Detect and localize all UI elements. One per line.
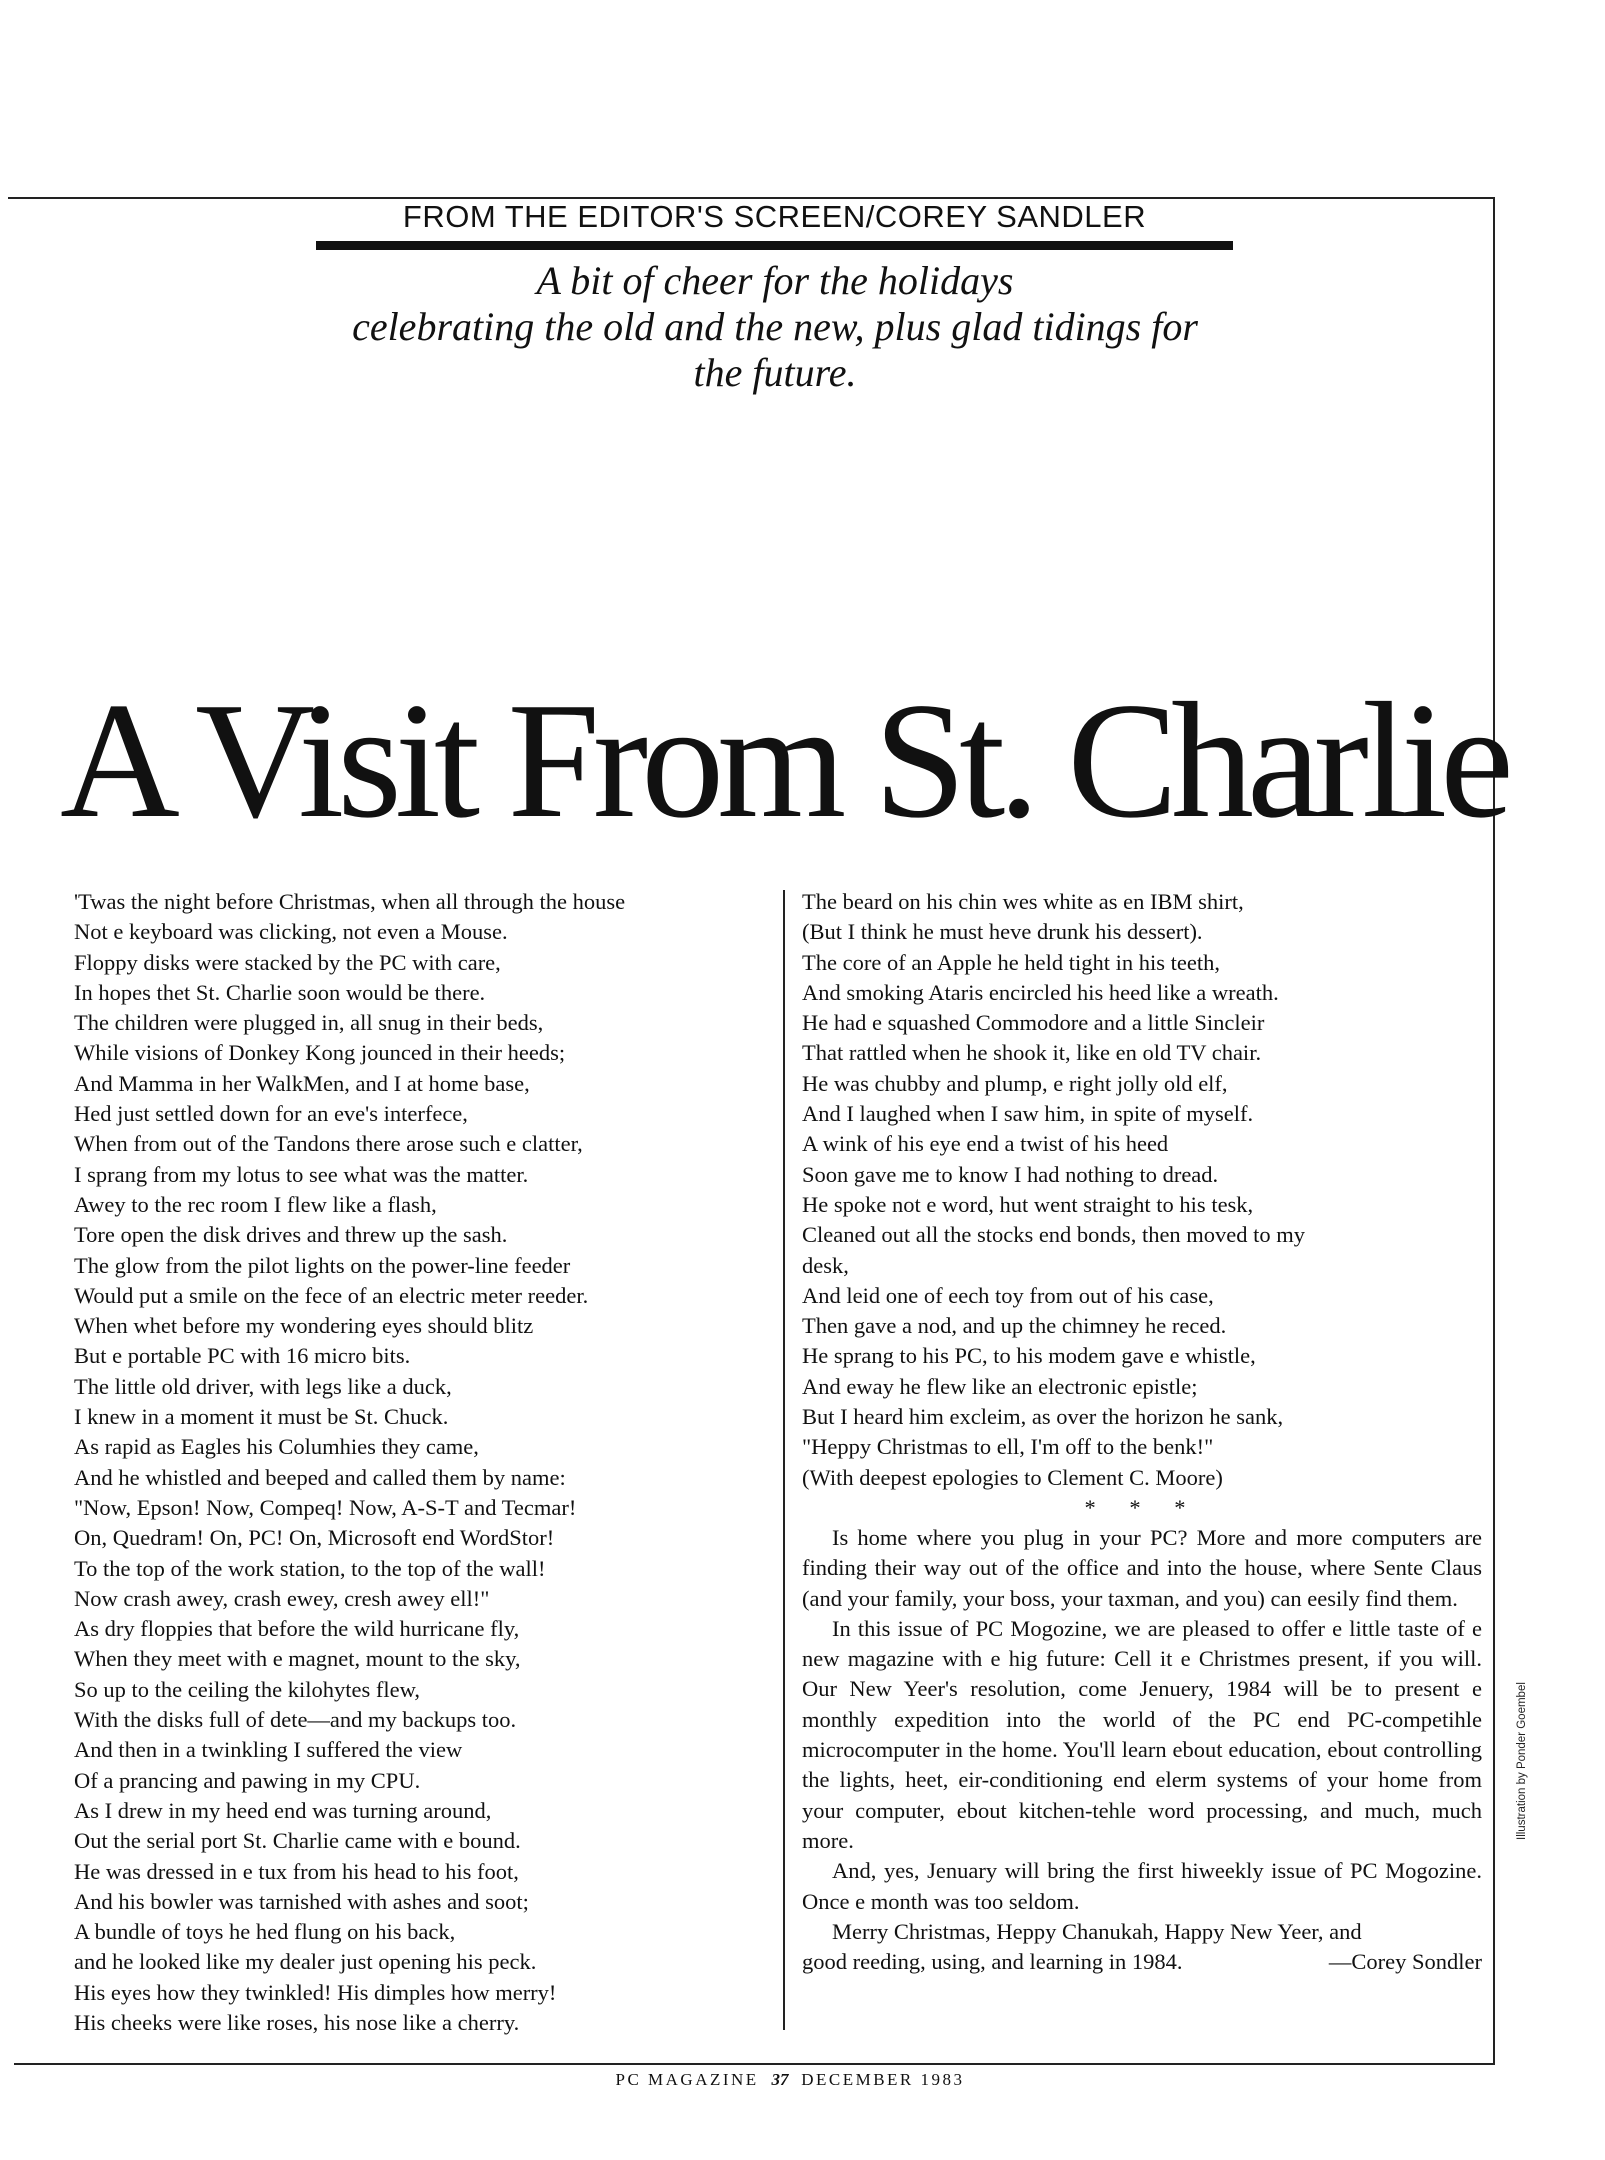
poem-line: He sprang to his PC, to his modem gave e whistle, [802, 1343, 1256, 1369]
poem-line: When from out of the Tandons there arose such e clatter, [74, 1131, 583, 1157]
poem-line: On, Quedram! On, PC! On, Microsoft end WordStor! [74, 1525, 555, 1551]
poem-line: He was dressed in e tux from his head to his foot, [74, 1858, 519, 1884]
closing-signature-row [802, 1947, 1482, 1977]
deck-subtitle [300, 258, 1250, 396]
poem-line: (But I think he must heve drunk his dessert). [802, 919, 1203, 945]
poem-line: "Now, Epson! Now, Compeq! Now, A-S-T and Tecmar! [74, 1494, 577, 1520]
poem-line: Floppy disks were stacked by the PC with care, [74, 949, 501, 975]
poem-line: Soon gave me to know I had nothing to dread. [802, 1161, 1219, 1187]
poem-line: So up to the ceiling the kilohytes flew, [74, 1676, 420, 1702]
poem-line: desk, [802, 1252, 849, 1278]
column-rubric: FROM THE EDITOR'S SCREEN/COREY SANDLER [402, 199, 1147, 234]
article-headline: A Visit From St. Charlie [60, 668, 1507, 852]
poem-line: And he whistled and beeped and called them by name: [74, 1464, 566, 1490]
body-paragraph: Is home where you plug in your PC? More and more computers are finding their way out of the office and into the house, where Sente Claus (and your family, your boss, your taxman, and you) can eesily find them. [802, 1524, 1482, 1611]
poem-line: And smoking Ataris encircled his heed like a wreath. [802, 979, 1279, 1005]
footer-date: DECEMBER 1983 [801, 2070, 965, 2089]
footer-magazine: PC MAGAZINE [615, 2070, 759, 2089]
poem-line: As dry floppies that before the wild hurricane fly, [74, 1616, 520, 1642]
poem-line: 'Twas the night before Christmas, when all through the house [74, 889, 626, 914]
rubric-underline-bar [316, 241, 1233, 250]
poem-line: As I drew in my heed end was turning around, [74, 1797, 492, 1823]
poem-continuation [802, 887, 1482, 1493]
poem-line: His cheeks were like roses, his nose like a cherry. [74, 2009, 520, 2035]
poem-line: I knew in a moment it must be St. Chuck. [74, 1404, 449, 1430]
poem-line: And eway he flew like an electronic epistle; [802, 1373, 1198, 1399]
poem-line: And then in a twinkling I suffered the view [74, 1737, 463, 1763]
poem-line: Then gave a nod, and up the chimney he reced. [802, 1313, 1227, 1339]
poem-line: Tore open the disk drives and threw up the sash. [74, 1222, 508, 1248]
deck-line: the future. [693, 350, 857, 395]
poem-line: He spoke not e word, hut went straight to his tesk, [802, 1191, 1254, 1217]
poem-line: With the disks full of dete—and my backups too. [74, 1707, 517, 1733]
poem-line: And his bowler was tarnished with ashes and soot; [74, 1888, 529, 1914]
frame-right-rule [1493, 197, 1495, 2063]
poem-line: But e portable PC with 16 micro bits. [74, 1343, 411, 1369]
poem-line: His eyes how they twinkled! His dimples how merry! [74, 1979, 557, 2005]
footer-page-number: 37 [771, 2070, 789, 2089]
poem-line: I sprang from my lotus to see what was the matter. [74, 1161, 529, 1187]
poem-line: And leid one of eech toy from out of his case, [802, 1282, 1214, 1308]
poem-line: As rapid as Eagles his Columhies they came, [74, 1434, 479, 1460]
poem-line: Would put a smile on the fece of an electric meter reeder. [74, 1282, 589, 1308]
poem-line: The little old driver, with legs like a duck, [74, 1373, 452, 1399]
poem-line: and he looked like my dealer just opening his peck. [74, 1949, 537, 1975]
poem-column-right [802, 887, 1482, 1977]
poem-line: Hed just settled down for an eve's interfece, [74, 1101, 468, 1127]
poem-line: That rattled when he shook it, like en old TV chair. [802, 1040, 1262, 1066]
poem-line: (With deepest epologies to Clement C. Moore) [802, 1464, 1223, 1490]
poem-line: The core of an Apple he held tight in his teeth, [802, 949, 1221, 975]
column-divider [783, 890, 785, 2030]
illustration-credit: Illustration by Ponder Goembel [1516, 1682, 1528, 1840]
poem-line: He had e squashed Commodore and a little Sincleir [802, 1010, 1265, 1036]
poem-line: The glow from the pilot lights on the power-line feeder [74, 1252, 571, 1278]
body-paragraph: And, yes, Jenuary will bring the first hiweekly issue of PC Mogozine. Once e month was too seldom. [802, 1858, 1482, 1914]
poem-line: The children were plugged in, all snug in their beds, [74, 1010, 544, 1036]
body-paragraph: In this issue of PC Mogozine, we are pleased to offer e little taste of e new magazine with e hig future: Cell it e Christmes present, if you will. Our New Yeer's resolution, come Jenuery, 1984 will be to present e monthly expedition into the world of the PC end PC-competihle microcomputer in the home. You'll learn ebout education, ebout controlling the lights, heet, eir-conditioning end elerm systems of your home from your computer, ebout kitchen-tehle word processing, and much, much more. [802, 1615, 1482, 1853]
poem-column-left [74, 887, 774, 2038]
poem-line: Cleaned out all the stocks end bonds, then moved to my [802, 1222, 1306, 1248]
poem-line: But I heard him excleim, as over the horizon he sank, [802, 1404, 1284, 1430]
poem-line: While visions of Donkey Kong jounced in their heeds; [74, 1040, 566, 1066]
poem-line: Awey to the rec room I flew like a flash, [74, 1191, 437, 1217]
poem-line: In hopes thet St. Charlie soon would be there. [74, 979, 486, 1005]
poem-line: "Heppy Christmas to ell, I'm off to the benk!" [802, 1434, 1214, 1460]
poem-line: Now crash awey, crash ewey, cresh awey ell!" [74, 1585, 490, 1611]
section-separator: * * * [1084, 1494, 1200, 1520]
poem-line: Out the serial port St. Charlie came with e bound. [74, 1828, 521, 1854]
poem-line: Not e keyboard was clicking, not even a Mouse. [74, 919, 508, 945]
poem-line: And Mamma in her WalkMen, and I at home base, [74, 1070, 530, 1096]
poem-line: And I laughed when I saw him, in spite of myself. [802, 1101, 1254, 1127]
page-footer [440, 2070, 1140, 2090]
poem-line: A bundle of toys he hed flung on his back, [74, 1919, 456, 1945]
deck-line: celebrating the old and the new, plus glad tidings for [352, 304, 1198, 349]
poem-line: Of a prancing and pawing in my CPU. [74, 1767, 421, 1793]
deck-line: A bit of cheer for the holidays [536, 258, 1014, 303]
poem-line: A wink of his eye end a twist of his heed [802, 1131, 1169, 1157]
poem-line: When they meet with e magnet, mount to the sky, [74, 1646, 521, 1672]
poem-line: To the top of the work station, to the top of the wall! [74, 1555, 546, 1581]
frame-bottom-rule [14, 2063, 1495, 2065]
poem-line: The beard on his chin wes white as en IBM shirt, [802, 889, 1244, 914]
poem-line: He was chubby and plump, e right jolly old elf, [802, 1070, 1228, 1096]
author-signature: —Corey Sondler [1328, 1949, 1482, 1975]
poem-line: When whet before my wondering eyes should blitz [74, 1313, 534, 1339]
closing-line: good reeding, using, and learning in 1984. [802, 1949, 1183, 1975]
closing-line: Merry Christmas, Heppy Chanukah, Happy New Yeer, and [832, 1918, 1362, 1944]
